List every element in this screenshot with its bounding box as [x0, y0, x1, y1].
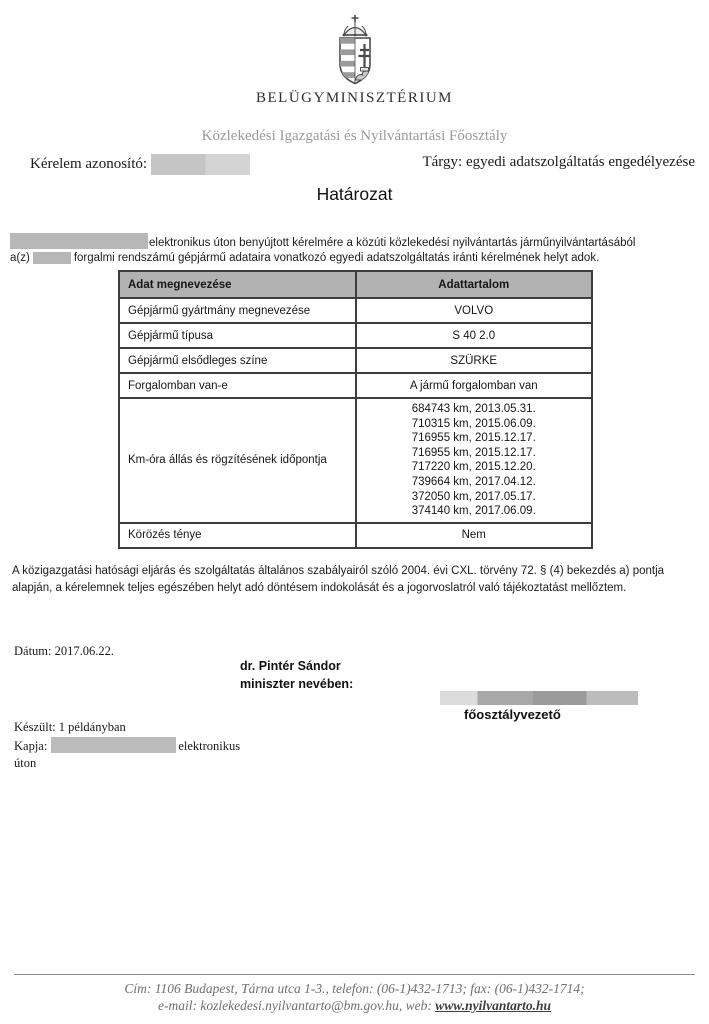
odometer-entry: 374140 km, 2017.06.09. [411, 505, 536, 518]
table-header [119, 271, 592, 298]
hungary-crest-icon [329, 14, 381, 88]
footer-website-link: www.nyilvantarto.hu [435, 998, 551, 1013]
coat-of-arms [0, 14, 709, 93]
intro-line-1 [10, 233, 703, 251]
footer-address-line: Cím: 1106 Budapest, Tárna utca 1-3., telefon: (06-1)432-1713; fax: (06-1)432-1714; [124, 981, 585, 996]
odometer-entry: 716955 km, 2015.12.17. [411, 446, 536, 459]
redacted-signature [440, 691, 638, 705]
table-row [119, 398, 592, 523]
column-header-value: Adattartalom [356, 271, 593, 298]
table-body [119, 298, 592, 548]
intro-line-2 [10, 251, 703, 266]
intro-line-2-text: forgalmi rendszámú gépjármű adataira vonatkozó egyedi adatszolgáltatás iránti kérelmének helyt adok. [73, 252, 600, 264]
odometer-entry: 710315 km, 2015.06.09. [411, 417, 536, 430]
recipient-prefix: Kapja: [14, 738, 48, 753]
table-row [119, 348, 592, 373]
row-label: Gépjármű gyártmány megnevezése [119, 298, 356, 323]
footer [14, 974, 695, 1014]
subject-line: Tárgy: egyedi adatszolgáltatás engedélyezése [422, 154, 695, 170]
odometer-entry: 684743 km, 2013.05.31. [411, 403, 536, 415]
table-row [119, 373, 592, 398]
row-label: Gépjármű elsődleges színe [119, 348, 356, 373]
signer-name: dr. Pintér Sándor [240, 659, 341, 673]
row-value: Nem [356, 523, 593, 548]
table-row [119, 323, 592, 348]
signer-role: főosztályvezető [464, 707, 561, 722]
signer-block [240, 657, 353, 693]
row-value: VOLVO [356, 298, 593, 323]
column-header-label: Adat megnevezése [119, 271, 356, 298]
odometer-entry: 717220 km, 2015.12.20. [411, 461, 536, 474]
row-value: SZÜRKE [356, 348, 593, 373]
redacted-recipient [51, 737, 176, 753]
redacted-plate-number [33, 252, 71, 264]
row-label: Gépjármű típusa [119, 323, 356, 348]
footer-contact-line [14, 997, 695, 1014]
intro-line-2-prefix: a(z) [10, 252, 30, 264]
request-id-label: Kérelem azonosító: [30, 156, 148, 172]
redacted-request-id [151, 154, 250, 175]
department-name: Közlekedési Igazgatási és Nyilvántartási Főosztály [201, 128, 508, 144]
intro-line-1-text: elektronikus úton benyújtott kérelmére a közúti közlekedési nyilvántartás járműnyilvántartásából [149, 237, 636, 249]
ministry-name: BELÜGYMINISZTÉRIUM [256, 90, 453, 106]
footer-email: e-mail: kozlekedesi.nyilvantarto@bm.gov.hu, web: [157, 998, 436, 1013]
copies-line: Készült: 1 példányban [14, 720, 126, 734]
signer-on-behalf: miniszter nevében: [240, 677, 354, 691]
distribution-block [14, 719, 240, 773]
odometer-entry: 716955 km, 2015.12.17. [411, 432, 536, 445]
redacted-applicant-name [10, 233, 148, 249]
odometer-entry: 372050 km, 2017.05.17. [411, 490, 536, 503]
odometer-entry: 739664 km, 2017.04.12. [411, 475, 536, 488]
date-line: Dátum: 2017.06.22. [14, 644, 114, 658]
row-label: Forgalomban van-e [119, 373, 356, 398]
vehicle-data-table [118, 270, 593, 549]
row-label: Km-óra állás és rögzítésének időpontja [119, 398, 356, 523]
row-value: S 40 2.0 [356, 323, 593, 348]
recipient-line [14, 737, 240, 756]
document-title: Határozat [316, 184, 393, 204]
recipient-line-2: úton [14, 756, 37, 770]
table-row [119, 523, 592, 548]
intro-paragraph [10, 233, 703, 266]
row-value: A jármű forgalomban van [356, 373, 593, 398]
row-label: Körözés ténye [119, 523, 356, 548]
table-row [119, 298, 592, 323]
legal-paragraph: A közigazgatási hatósági eljárás és szolgáltatás általános szabályairól szóló 2004. évi CXL. törvény 72. § (4) bekezdés a) pontja alapján, a kérelemnek teljes egészében helyt adó döntésem indokolását és a jogorvoslatról való tájékoztatást mellőztem. [12, 565, 665, 594]
request-id-row [30, 154, 695, 178]
row-value [356, 398, 593, 523]
recipient-suffix: elektronikus [178, 738, 241, 753]
